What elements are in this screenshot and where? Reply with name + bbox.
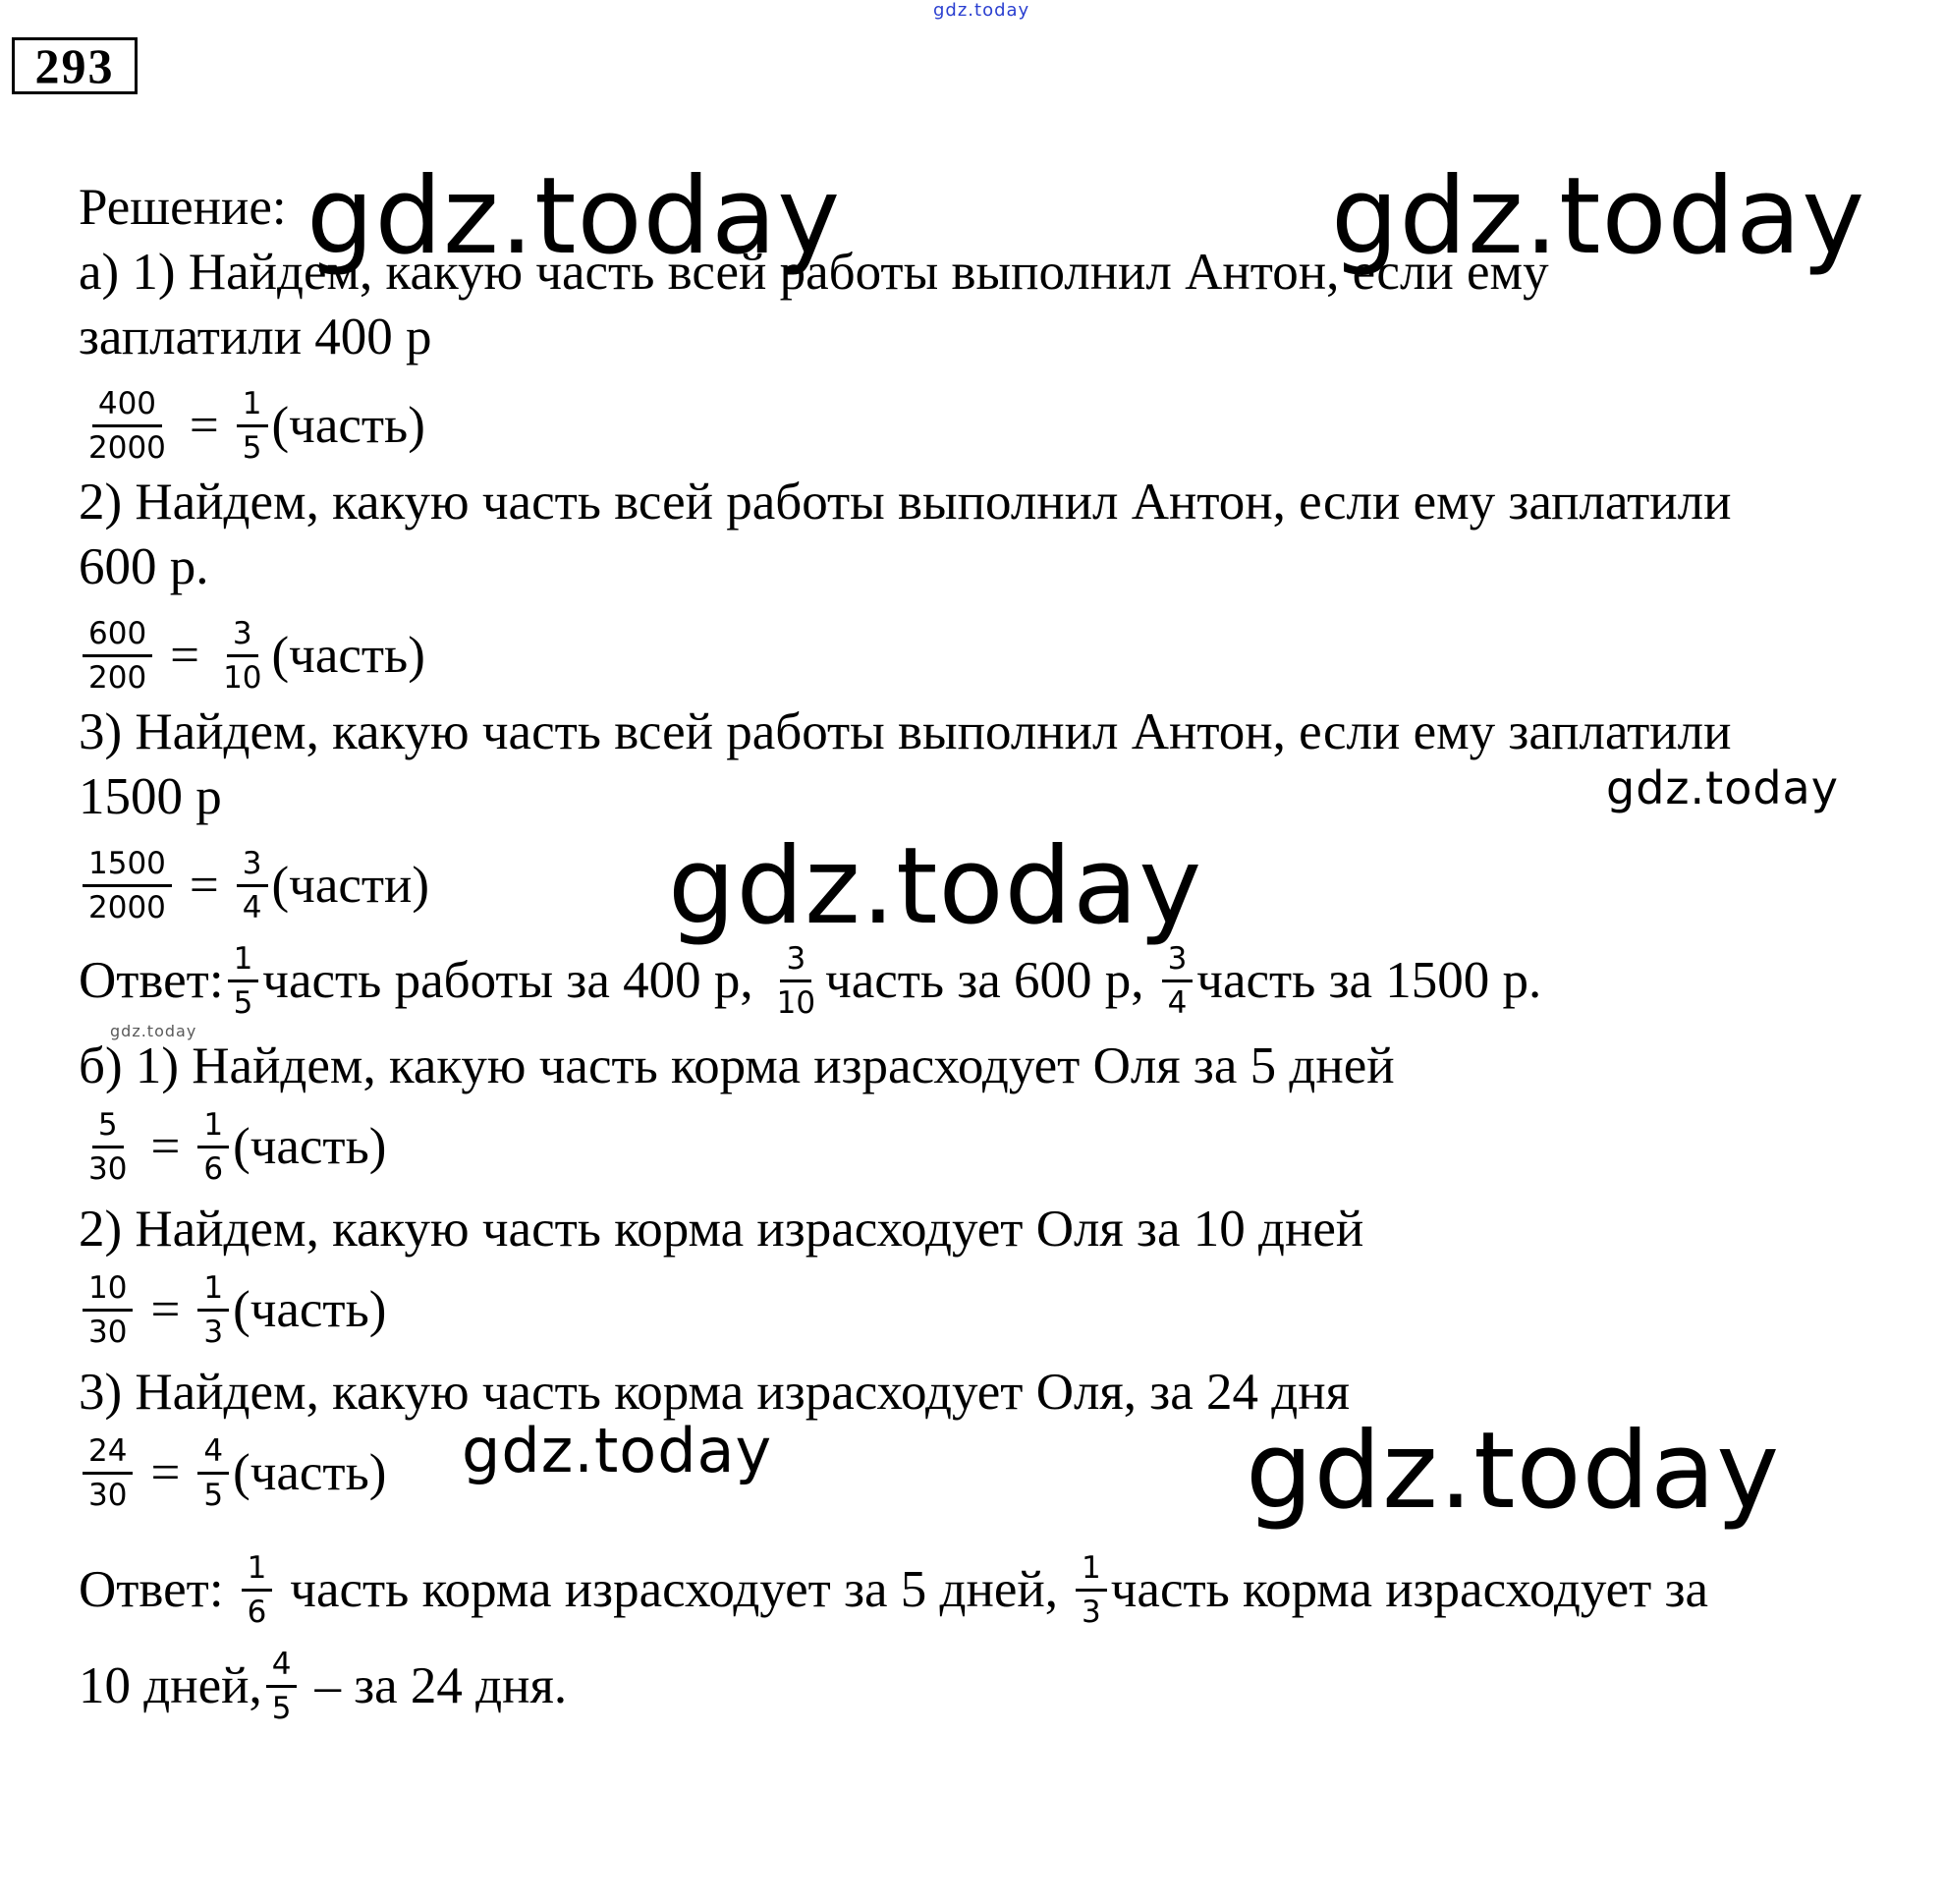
unit-note: (часть) — [233, 1444, 387, 1501]
b-answer-line1 — [79, 1542, 1708, 1637]
fraction: $\frac{4}{5}$ — [197, 1434, 229, 1512]
b-step1-line: б) 1) Найдем, какую часть корма израсходует Оля за 5 дней — [79, 1037, 1395, 1094]
answer-label: Ответ: — [79, 952, 224, 1009]
answer-label: Ответ: — [79, 1561, 224, 1618]
fraction: $\frac{400}{2000}$ — [88, 385, 166, 466]
equals-sign: = — [189, 857, 219, 914]
fraction: $\frac{3}{4}$ — [1162, 942, 1194, 1020]
fraction: $\frac{5}{30}$ — [88, 1106, 128, 1187]
fraction: $\frac{1}{3}$ — [197, 1271, 229, 1349]
answer-text: часть корма израсходует за — [1110, 1561, 1709, 1618]
answer-text: часть корма израсходует за 5 дней, — [290, 1561, 1059, 1618]
answer-text: часть работы за 400 р, — [262, 952, 753, 1009]
fraction: $\frac{24}{30}$ — [83, 1434, 133, 1512]
b-step3-equation — [79, 1428, 386, 1517]
b-step2-line: 2) Найдем, какую часть корма израсходует Оля за 10 дней — [79, 1201, 1364, 1258]
a-answer — [79, 933, 1541, 1028]
b-step3-line: 3) Найдем, какую часть корма израсходует Оля, за 24 дня — [79, 1364, 1350, 1421]
equals-sign: = — [189, 397, 219, 454]
fraction: $\frac{1500}{2000}$ — [83, 847, 172, 924]
watermark-3: gdz.today — [1606, 761, 1839, 814]
equals-sign: = — [170, 627, 200, 684]
equals-sign: = — [150, 1118, 181, 1175]
answer-text: часть за 600 р, — [825, 952, 1144, 1009]
a-step1-line2: заплатили 400 р — [79, 308, 432, 365]
a-step2-line2: 600 р. — [79, 538, 209, 595]
fraction: $\frac{1}{6}$ — [242, 1551, 273, 1629]
answer-text: – за 24 дня. — [314, 1657, 568, 1714]
unit-note: (часть) — [233, 1118, 387, 1175]
b-step2-equation — [79, 1265, 386, 1354]
equals-sign: = — [150, 1281, 181, 1338]
watermark-2: gdz.today — [1331, 155, 1866, 278]
unit-note: (часть) — [271, 397, 425, 454]
fraction: $\frac{1}{5}$ — [228, 942, 259, 1020]
problem-number: 293 — [12, 37, 138, 94]
equals-sign: = — [150, 1444, 181, 1501]
fraction: $\frac{1}{5}$ — [237, 387, 268, 465]
answer-text: часть за 1500 р. — [1196, 952, 1542, 1009]
a-step1-line1: а) 1) Найдем, какую часть всей работы выполнил Антон, если ему — [79, 244, 1549, 301]
a-step3-equation — [79, 841, 429, 929]
a-step2-line1: 2) Найдем, какую часть всей работы выполнил Антон, если ему заплатили — [79, 474, 1732, 531]
fraction: $\frac{1}{3}$ — [1076, 1551, 1107, 1629]
fraction: $\frac{3}{10}$ — [776, 940, 816, 1021]
a-step1-equation — [79, 381, 425, 470]
watermark-6: gdz.today — [462, 1415, 773, 1486]
answer-text: 10 дней, — [79, 1657, 262, 1714]
watermark-5: gdz.today — [110, 1022, 197, 1040]
b-answer-line2 — [79, 1639, 567, 1733]
b-step1-equation — [79, 1102, 386, 1191]
watermark-1: gdz.today — [306, 155, 842, 278]
fraction: $\frac{1}{6}$ — [197, 1108, 229, 1186]
fraction: $\frac{10}{30}$ — [83, 1271, 133, 1349]
a-step3-line2: 1500 р — [79, 768, 222, 825]
unit-note: (части) — [271, 857, 430, 914]
unit-note: (часть) — [271, 627, 425, 684]
watermark-top: gdz.today — [933, 0, 1030, 21]
watermark-4: gdz.today — [668, 825, 1203, 948]
unit-note: (часть) — [233, 1281, 387, 1338]
a-step2-equation — [79, 611, 425, 700]
fraction: $\frac{3}{4}$ — [237, 847, 268, 924]
fraction: $\frac{3}{10}$ — [223, 615, 262, 696]
solution-heading: Решение: — [79, 179, 287, 236]
fraction: $\frac{4}{5}$ — [266, 1648, 298, 1725]
fraction: $\frac{600}{200}$ — [83, 617, 152, 695]
watermark-7: gdz.today — [1246, 1410, 1781, 1533]
a-step3-line1: 3) Найдем, какую часть всей работы выполнил Антон, если ему заплатили — [79, 703, 1732, 760]
